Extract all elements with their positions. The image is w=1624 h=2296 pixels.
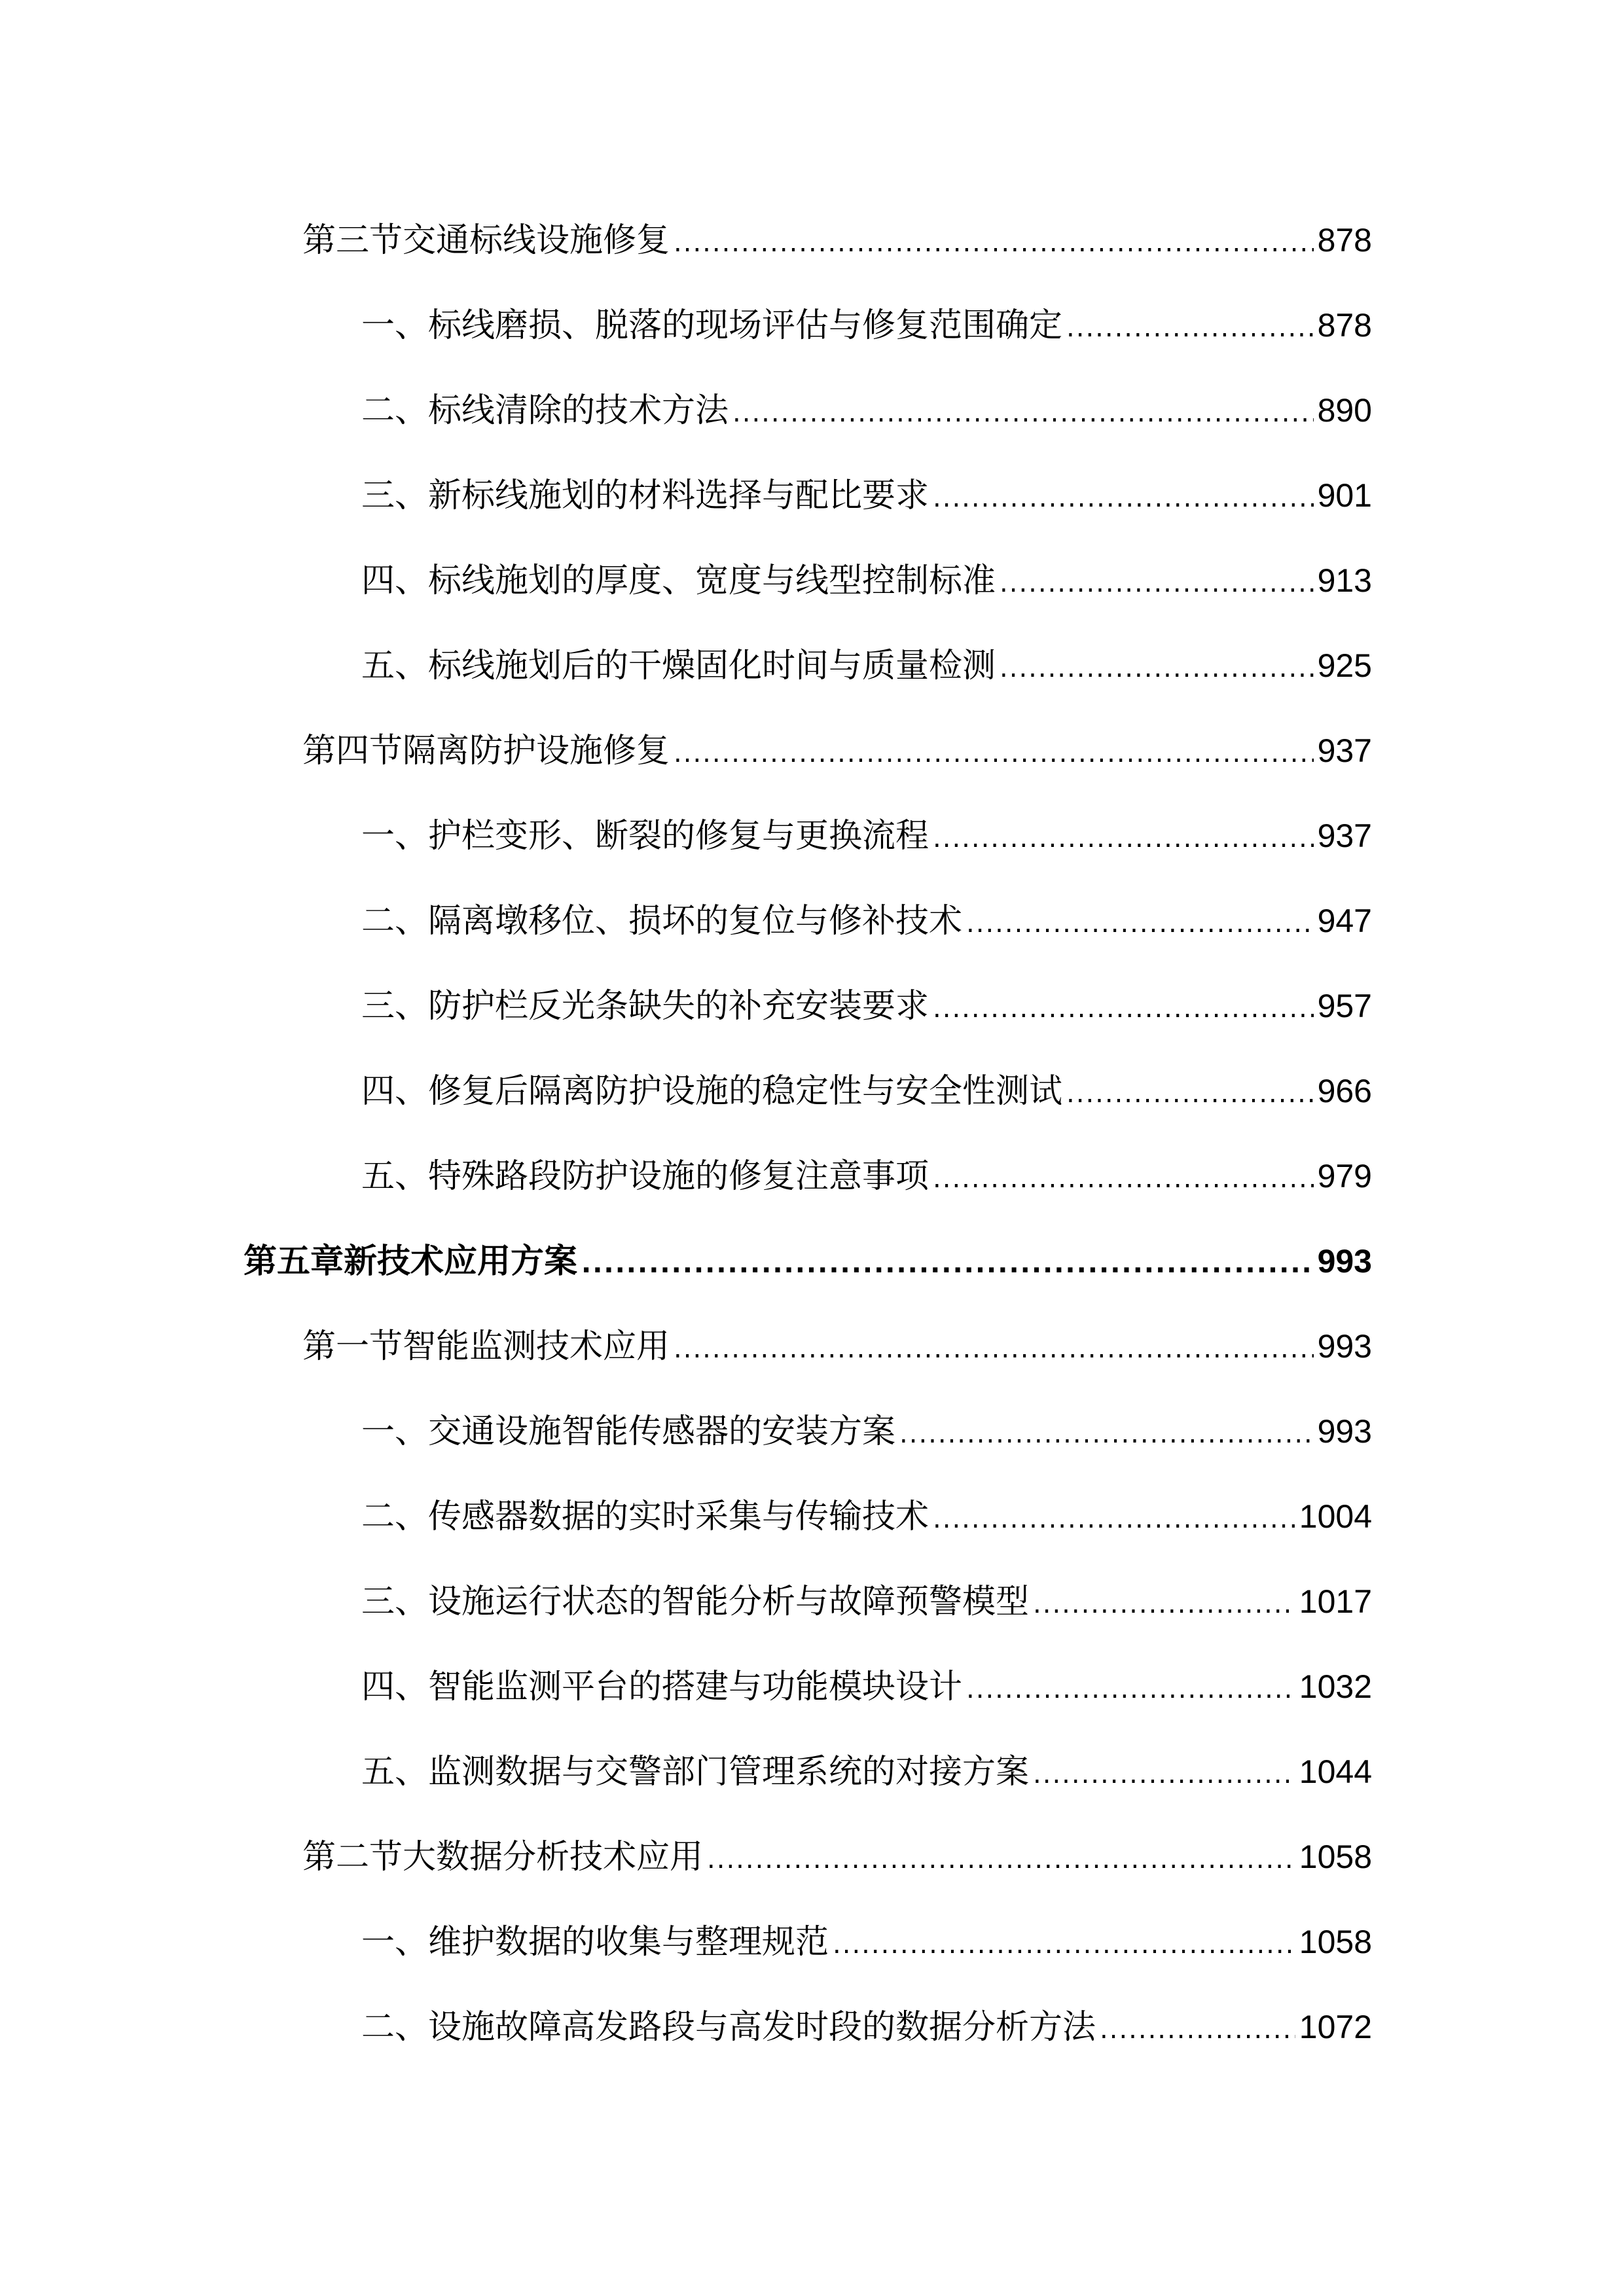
toc-dot-leader — [732, 390, 1314, 436]
toc-dot-leader — [966, 1666, 1295, 1712]
toc-dot-leader — [1000, 560, 1314, 606]
toc-entry-item[interactable] — [361, 558, 1372, 603]
toc-entry-page: 1004 — [1299, 1498, 1372, 1535]
toc-entry-section[interactable] — [302, 1323, 1372, 1369]
toc-entry-title: 四、修复后隔离防护设施的稳定性与安全性测试 — [361, 1072, 1063, 1111]
toc-entry-item[interactable] — [361, 813, 1372, 859]
toc-entry-title: 一、维护数据的收集与整理规范 — [361, 1923, 829, 1962]
toc-entry-item[interactable] — [361, 1068, 1372, 1114]
toc-dot-leader — [833, 1922, 1295, 1967]
toc-entry-title: 四、智能监测平台的搭建与功能模块设计 — [361, 1668, 963, 1706]
toc-dot-leader — [1033, 1751, 1295, 1797]
toc-entry-page: 966 — [1317, 1073, 1372, 1109]
toc-entry-page: 1058 — [1299, 1839, 1372, 1875]
toc-entry-page: 937 — [1317, 732, 1372, 769]
toc-entry-title: 五、特殊路段防护设施的修复注意事项 — [361, 1157, 929, 1196]
toc-dot-leader — [674, 220, 1314, 266]
toc-entry-item[interactable] — [361, 1919, 1372, 1965]
toc-entry-title: 二、传感器数据的实时采集与传输技术 — [361, 1498, 929, 1536]
toc-dot-leader — [1000, 645, 1314, 691]
toc-dot-leader — [1066, 1071, 1314, 1117]
toc-entry-item[interactable] — [361, 387, 1372, 433]
toc-entry-page: 878 — [1317, 222, 1372, 259]
toc-dot-leader — [933, 475, 1314, 521]
toc-entry-item[interactable] — [361, 1494, 1372, 1539]
toc-entry-page: 957 — [1317, 988, 1372, 1024]
toc-entry-section[interactable] — [302, 1834, 1372, 1880]
toc-dot-leader — [1100, 2007, 1295, 2053]
toc-entry-title: 第四节隔离防护设施修复 — [302, 732, 670, 770]
toc-entry-title: 五、监测数据与交警部门管理系统的对接方案 — [361, 1753, 1030, 1791]
toc-entry-title: 一、护栏变形、断裂的修复与更换流程 — [361, 817, 929, 855]
toc-entry-title: 第一节智能监测技术应用 — [302, 1327, 670, 1366]
toc-entry-item[interactable] — [361, 1749, 1372, 1795]
toc-entry-title: 二、标线清除的技术方法 — [361, 391, 729, 430]
toc-entry-title: 二、隔离墩移位、损坏的复位与修补技术 — [361, 902, 963, 941]
toc-entry-page: 1032 — [1299, 1668, 1372, 1705]
toc-entry-page: 1017 — [1299, 1583, 1372, 1620]
toc-entry-title: 三、防护栏反光条缺失的补充安装要求 — [361, 987, 929, 1026]
toc-entry-page: 947 — [1317, 903, 1372, 939]
toc-dot-leader — [933, 1496, 1295, 1542]
toc-entry-title: 三、新标线施划的材料选择与配比要求 — [361, 476, 929, 515]
toc-entry-page: 979 — [1317, 1158, 1372, 1194]
toc-entry-item[interactable] — [361, 643, 1372, 689]
toc-entry-title: 第五章新技术应用方案 — [244, 1242, 578, 1281]
toc-entry-page: 901 — [1317, 477, 1372, 514]
toc-dot-leader — [899, 1411, 1314, 1457]
toc-dot-leader — [1033, 1581, 1295, 1627]
toc-entry-title: 四、标线施划的厚度、宽度与线型控制标准 — [361, 562, 996, 600]
toc-entry-page: 913 — [1317, 562, 1372, 599]
toc-dot-leader — [707, 1837, 1295, 1882]
toc-entry-page: 890 — [1317, 392, 1372, 429]
toc-dot-leader — [966, 901, 1314, 946]
toc-entry-item[interactable] — [361, 1408, 1372, 1454]
toc-entry-item[interactable] — [361, 1153, 1372, 1199]
toc-entry-title: 三、设施运行状态的智能分析与故障预警模型 — [361, 1583, 1030, 1621]
toc-dot-leader — [581, 1241, 1314, 1287]
toc-entry-title: 五、标线施划后的干燥固化时间与质量检测 — [361, 647, 996, 685]
toc-entry-page: 1044 — [1299, 1753, 1372, 1790]
toc-entry-page: 1072 — [1299, 2009, 1372, 2045]
toc-entry-item[interactable] — [361, 898, 1372, 944]
toc-dot-leader — [933, 986, 1314, 1031]
toc-entry-page: 878 — [1317, 307, 1372, 344]
toc-dot-leader — [674, 730, 1314, 776]
toc-entry-section[interactable] — [302, 217, 1372, 263]
toc-entry-page: 993 — [1317, 1413, 1372, 1450]
toc-entry-item[interactable] — [361, 1664, 1372, 1710]
toc-entry-chapter[interactable] — [244, 1238, 1372, 1284]
toc-entry-page: 993 — [1317, 1243, 1372, 1280]
toc-entry-title: 第二节大数据分析技术应用 — [302, 1838, 704, 1876]
toc-entry-page: 1058 — [1299, 1924, 1372, 1960]
toc-entry-section[interactable] — [302, 728, 1372, 774]
toc-entry-page: 937 — [1317, 817, 1372, 854]
toc-dot-leader — [1066, 305, 1314, 351]
toc-dot-leader — [933, 1156, 1314, 1202]
toc-entry-item[interactable] — [361, 983, 1372, 1029]
toc-entry-title: 第三节交通标线设施修复 — [302, 221, 670, 260]
toc-entry-item[interactable] — [361, 1579, 1372, 1624]
toc-entry-item[interactable] — [361, 302, 1372, 348]
toc-entry-item[interactable] — [361, 2004, 1372, 2050]
toc-dot-leader — [674, 1326, 1314, 1372]
toc-entry-title: 一、标线磨损、脱落的现场评估与修复范围确定 — [361, 306, 1063, 345]
toc-entry-page: 925 — [1317, 647, 1372, 684]
toc-entry-title: 一、交通设施智能传感器的安装方案 — [361, 1412, 896, 1451]
toc-entry-title: 二、设施故障高发路段与高发时段的数据分析方法 — [361, 2008, 1096, 2047]
toc-entry-item[interactable] — [361, 473, 1372, 518]
toc-entry-page: 993 — [1317, 1328, 1372, 1365]
toc-dot-leader — [933, 816, 1314, 861]
